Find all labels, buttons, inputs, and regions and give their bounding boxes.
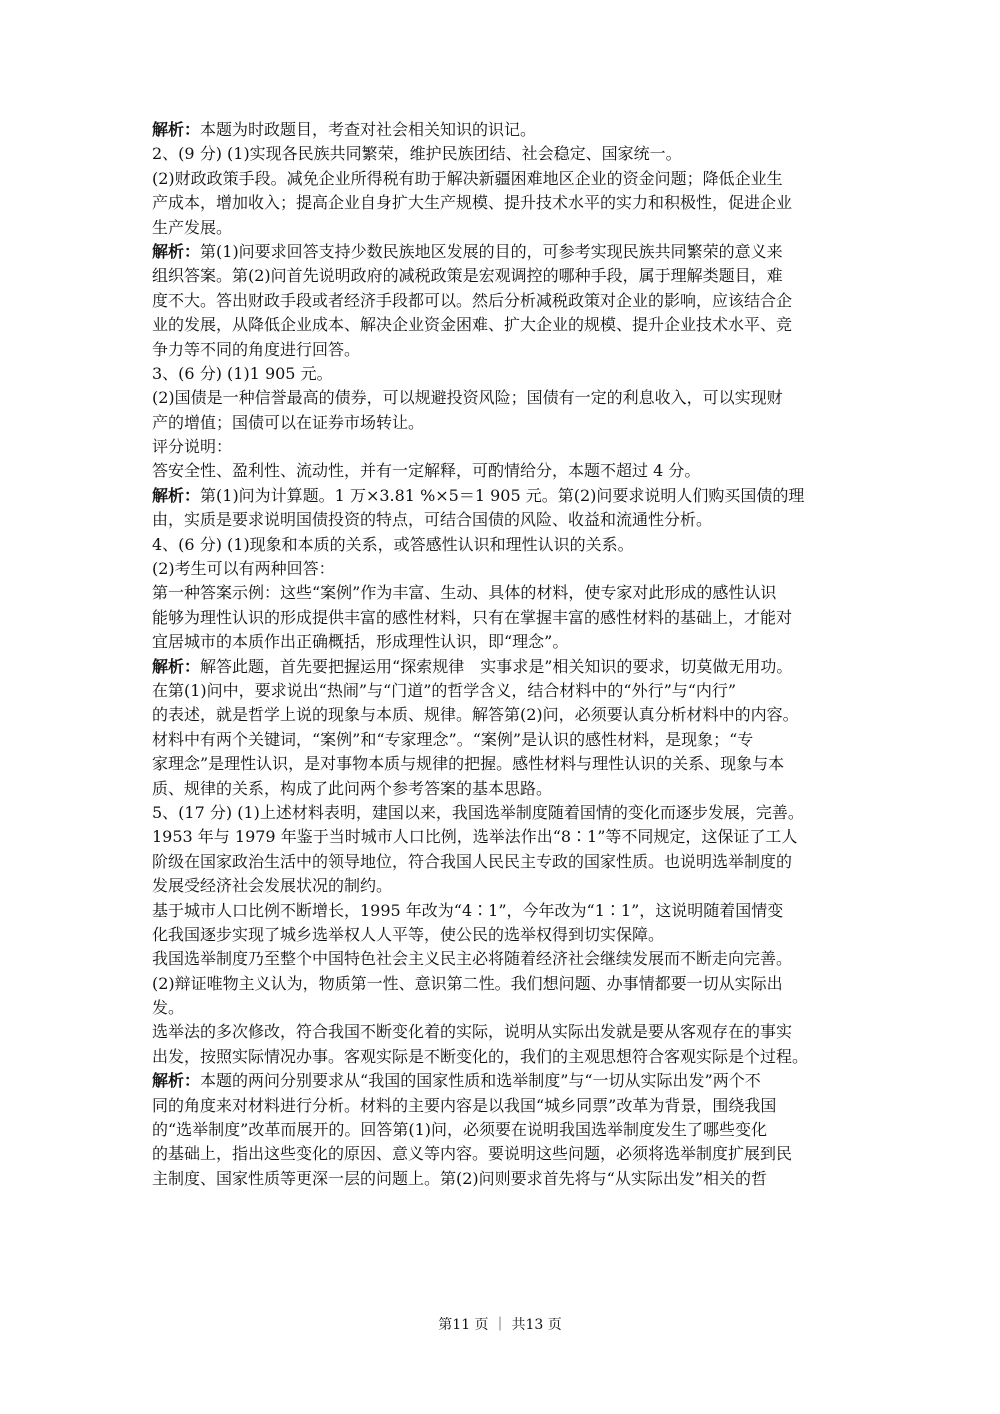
text-line [152, 752, 852, 776]
line-text: (2)辩证唯物主义认为，物质第一性、意识第二性。我们想问题、办事情都要一切从实际出 [152, 973, 783, 993]
line-text: 选举法的多次修改，符合我国不断变化着的实际，说明从实际出发就是要从客观存在的事实 [152, 1022, 793, 1042]
line-text: 出发，按照实际情况办事。客观实际是不断变化的，我们的主观思想符合客观实际是个过程。 [152, 1046, 809, 1066]
text-line [152, 484, 852, 508]
text-line [152, 167, 852, 191]
text-line [152, 1167, 852, 1191]
line-text: 3、(6 分) (1)1 905 元。 [152, 363, 333, 383]
text-line [152, 264, 852, 288]
line-text: 本题的两问分别要求从“我国的国家性质和选举制度”与“一切从实际出发”两个不 [200, 1071, 761, 1091]
line-text: 材料中有两个关键词，“案例”和“专家理念”。“案例”是认识的感性材料，是现象；“专 [152, 729, 754, 749]
text-line [152, 435, 852, 459]
line-text: 度不大。答出财政手段或者经济手段都可以。然后分析减税政策对企业的影响，应该结合企 [152, 290, 793, 310]
line-text: 第一种答案示例：这些“案例”作为丰富、生动、具体的材料，使专家对此形成的感性认识 [152, 583, 777, 603]
line-text: 质、规律的关系，构成了此问两个参考答案的基本思路。 [152, 778, 553, 798]
line-text: 的表述，就是哲学上说的现象与本质、规律。解答第(2)问，必须要认真分析材料中的内容。 [152, 705, 799, 725]
text-line [152, 508, 852, 532]
text-line [152, 972, 852, 996]
text-line [152, 362, 852, 386]
text-line [152, 1069, 852, 1093]
line-text: 发展受经济社会发展状况的制约。 [152, 876, 393, 896]
text-line [152, 874, 852, 898]
text-line [152, 142, 852, 166]
text-line [152, 1045, 852, 1069]
text-line [152, 899, 852, 923]
text-line [152, 703, 852, 727]
line-text: 能够为理性认识的形成提供丰富的感性材料，只有在掌握丰富的感性材料的基础上，才能对 [152, 607, 793, 627]
line-text: 的基础上，指出这些变化的原因、意义等内容。要说明这些问题，必须将选举制度扩展到民 [152, 1144, 793, 1164]
line-text: 基于城市人口比例不断增长，1995 年改为“4∶1”，今年改为“1∶1”，这说明随着国情变 [152, 900, 784, 920]
line-text: 5、(17 分) (1)上述材料表明，建国以来，我国选举制度随着国情的变化而逐步发展，完善。 [152, 802, 804, 822]
text-line [152, 996, 852, 1020]
line-text: 争力等不同的角度进行回答。 [152, 339, 361, 359]
line-text: 解答此题，首先要把握运用“探索规律 实事求是”相关知识的要求，切莫做无用功。 [200, 656, 793, 676]
text-line [152, 825, 852, 849]
text-line [152, 191, 852, 215]
line-text: 4、(6 分) (1)现象和本质的关系，或答感性认识和理性认识的关系。 [152, 534, 634, 554]
text-line [152, 947, 852, 971]
text-line [152, 728, 852, 752]
text-line [152, 557, 852, 581]
text-line [152, 581, 852, 605]
text-line [152, 459, 852, 483]
line-text: 由，实质是要求说明国债投资的特点，可结合国债的风险、收益和流通性分析。 [152, 510, 713, 530]
line-text: 本题为时政题目，考查对社会相关知识的识记。 [200, 120, 537, 139]
text-line [152, 533, 852, 557]
analysis-label: 解析： [152, 1071, 201, 1091]
line-text: 业的发展，从降低企业成本、解决企业资金困难、扩大企业的规模、提升企业技术水平、竞 [152, 315, 793, 335]
page-footer: 第11 页 ｜ 共13 页 [438, 1317, 562, 1333]
text-line [152, 386, 852, 410]
text-line [152, 338, 852, 362]
text-line [152, 606, 852, 630]
line-text: 第(1)问为计算题。1 万×3.81 %×5＝1 905 元。第(2)问要求说明人们购买国债的理 [200, 485, 805, 505]
text-line [152, 1142, 852, 1166]
line-text: 的“选举制度”改革而展开的。回答第(1)问，必须要在说明我国选举制度发生了哪些变化 [152, 1120, 768, 1140]
line-text: 答安全性、盈利性、流动性，并有一定解释，可酌情给分，本题不超过 4 分。 [152, 461, 701, 481]
line-text: 阶级在国家政治生活中的领导地位，符合我国人民民主专政的国家性质。也说明选举制度的 [152, 851, 793, 871]
line-text: 2、(9 分) (1)实现各民族共同繁荣，维护民族团结、社会稳定、国家统一。 [152, 144, 682, 164]
line-text: 在第(1)问中，要求说出“热闹”与“门道”的哲学含义，结合材料中的“外行”与“内行” [152, 680, 737, 700]
answer-text-body [152, 118, 852, 1191]
line-text: (2)财政政策手段。减免企业所得税有助于解决新疆困难地区企业的资金问题；降低企业生 [152, 168, 783, 188]
line-text: 家理念”是理性认识，是对事物本质与规律的把握。感性材料与理性认识的关系、现象与本 [152, 754, 785, 774]
line-text: 主制度、国家性质等更深一层的问题上。第(2)问则要求首先将与“从实际出发”相关的哲 [152, 1168, 768, 1188]
text-line [152, 1020, 852, 1044]
analysis-label: 解析： [152, 656, 201, 676]
text-line [152, 679, 852, 703]
line-text: (2)国债是一种信誉最高的债券，可以规避投资风险；国债有一定的利息收入，可以实现财 [152, 388, 783, 408]
line-text: 同的角度来对材料进行分析。材料的主要内容是以我国“城乡同票”改革为背景，围绕我国 [152, 1095, 777, 1115]
text-line [152, 923, 852, 947]
text-line [152, 1094, 852, 1118]
line-text: 宜居城市的本质作出正确概括，形成理性认识，即“理念”。 [152, 632, 569, 652]
analysis-label: 解析： [152, 485, 201, 505]
line-text: 产成本，增加收入；提高企业自身扩大生产规模、提升技术水平的实力和积极性，促进企业 [152, 193, 793, 213]
text-line [152, 313, 852, 337]
text-line [152, 411, 852, 435]
line-text: 发。 [152, 998, 185, 1018]
text-line [152, 118, 852, 142]
analysis-label: 解析： [152, 120, 201, 139]
text-line [152, 216, 852, 240]
text-line [152, 801, 852, 825]
text-line [152, 289, 852, 313]
line-text: 产的增值；国债可以在证券市场转让。 [152, 412, 425, 432]
line-text: 评分说明： [152, 437, 233, 457]
analysis-label: 解析： [152, 241, 201, 261]
text-line [152, 655, 852, 679]
text-line [152, 630, 852, 654]
text-line [152, 240, 852, 264]
line-text: 生产发展。 [152, 217, 233, 237]
line-text: (2)考生可以有两种回答： [152, 559, 335, 579]
text-line [152, 850, 852, 874]
text-line [152, 1118, 852, 1142]
text-line [152, 777, 852, 801]
line-text: 第(1)问要求回答支持少数民族地区发展的目的，可参考实现民族共同繁荣的意义来 [200, 241, 783, 261]
line-text: 我国选举制度乃至整个中国特色社会主义民主必将随着经济社会继续发展而不断走向完善。 [152, 949, 793, 969]
line-text: 1953 年与 1979 年鉴于当时城市人口比例，选举法作出“8∶1”等不同规定，这保证了工人 [152, 827, 798, 847]
line-text: 化我国逐步实现了城乡选举权人人平等，使公民的选举权得到切实保障。 [152, 924, 665, 944]
line-text: 组织答案。第(2)问首先说明政府的减税政策是宏观调控的哪种手段，属于理解类题目，难 [152, 266, 783, 286]
